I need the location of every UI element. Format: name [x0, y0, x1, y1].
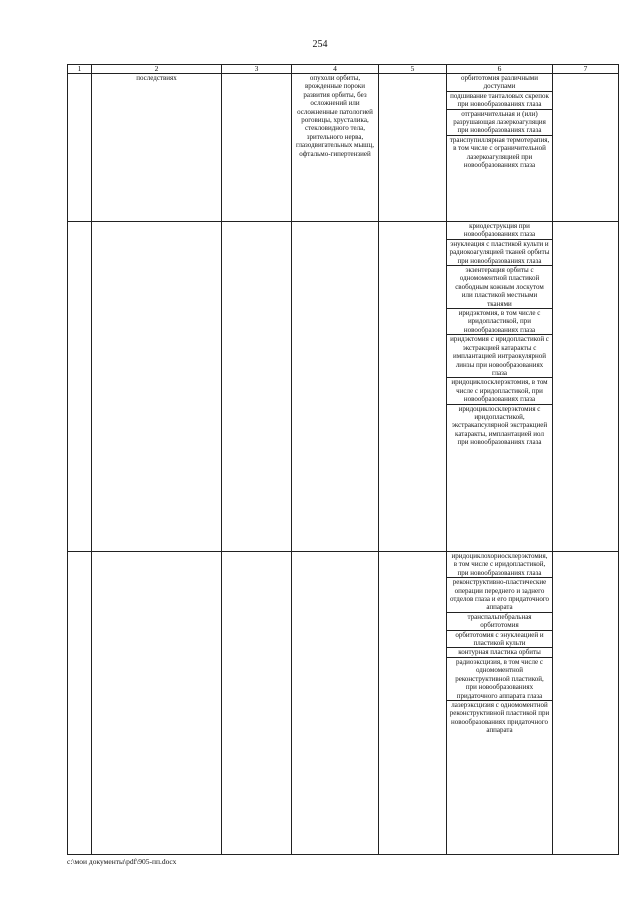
document-path: c:\мои документы\pdf\905-пп.docx: [67, 857, 177, 866]
diagnosis-text: опухоли орбиты, врожденные пороки развития орбиты, без осложнений или осложненные патологией роговицы, хрусталика, стекловидного тела, зрительного нерва, глазодвигательных мышц, офтальмо-гипертензией: [295, 74, 375, 158]
cell-col4: [292, 222, 379, 552]
page-number: 254: [312, 39, 328, 50]
cell-procedures: [447, 222, 553, 552]
procedure-item: экзентерация орбиты с одномоментной пластикой свободным кожным лоскутом или пластикой местными тканями: [447, 266, 552, 309]
cell-col2: [92, 552, 222, 855]
procedure-item: радиоэксцизия, в том числе с одномоментной реконструктивной пластикой, при новообразованиях придаточного аппарата глаза: [447, 658, 552, 701]
column-header-3: 3: [222, 65, 292, 74]
cell-col7: [553, 552, 619, 855]
procedure-item: иридэктомия, в том числе с иридопластикой, при новообразованиях глаза: [447, 309, 552, 335]
procedure-item: криодеструкция при новообразованиях глаза: [447, 222, 552, 240]
column-number-row: [68, 65, 619, 74]
column-header-4: 4: [292, 65, 379, 74]
procedure-item: иридэктомия с иридопластикой с экстракцией катаракты с имплантацией интраокулярной линзы при новообразованиях глаза: [447, 335, 552, 378]
cell-col7: [553, 222, 619, 552]
cell-col3: [222, 552, 292, 855]
cell-col4: [292, 74, 379, 222]
procedure-item: лазерэксцизия с одномоментной реконструктивной пластикой при новообразованиях придаточного аппарата: [449, 700, 550, 735]
procedure-item: орбитотомия различными доступами: [447, 74, 552, 92]
procedure-item: транспальпебральная орбитотомия: [447, 613, 552, 631]
column-header-1: 1: [68, 65, 92, 74]
cell-col2: [92, 222, 222, 552]
table-row: [68, 74, 619, 222]
cell-col1: [68, 74, 92, 222]
procedure-item: иридоциклосклерэктомия, в том числе с иридопластикой, при новообразованиях глаза: [447, 378, 552, 404]
procedure-item: орбитотомия с энуклеацией и пластикой культи: [447, 631, 552, 649]
cell-col2: [92, 74, 222, 222]
table-row: [68, 552, 619, 855]
cell-col5: [379, 222, 447, 552]
cell-col3: [222, 222, 292, 552]
cell-col1: [68, 552, 92, 855]
procedure-item: отграничительная и (или) разрушающая лазеркоагуляция при новообразованиях глаза: [447, 110, 552, 136]
procedure-item: энуклеация с пластикой культи и радиокоагуляцией тканей орбиты при новообразованиях глаза: [447, 240, 552, 266]
cell-procedures: [447, 552, 553, 855]
procedure-item: реконструктивно-пластические операции переднего и заднего отделов глаза и его придаточного аппарата: [447, 578, 552, 613]
procedure-item: иридоциклосклерэктомия с иридопластикой, экстракапсулярной экстракцией катаракты, имплантацией иол при новообразованиях глаза: [451, 404, 548, 447]
column-header-5: 5: [379, 65, 447, 74]
procedure-item: подшивание танталовых скрепок при новообразованиях глаза: [447, 92, 552, 110]
consequences-text: последствиях: [136, 74, 177, 82]
cell-col5: [379, 74, 447, 222]
procedure-item: транспупиллярная термотерапия, в том числе с ограничительной лазеркоагуляцией при новообразованиях глаза: [449, 135, 550, 170]
cell-col4: [292, 552, 379, 855]
cell-procedures: [447, 74, 553, 222]
cell-col7: [553, 74, 619, 222]
cell-col5: [379, 552, 447, 855]
column-header-6: 6: [447, 65, 553, 74]
column-header-7: 7: [553, 65, 619, 74]
cell-col3: [222, 74, 292, 222]
procedure-item: контурная пластика орбиты: [447, 648, 552, 657]
procedures-table: [67, 64, 619, 855]
cell-col1: [68, 222, 92, 552]
column-header-2: 2: [92, 65, 222, 74]
table-row: [68, 222, 619, 552]
procedure-item: иридоциклохориосклерэктомия, в том числе с иридопластикой, при новообразованиях глаза: [447, 552, 552, 578]
